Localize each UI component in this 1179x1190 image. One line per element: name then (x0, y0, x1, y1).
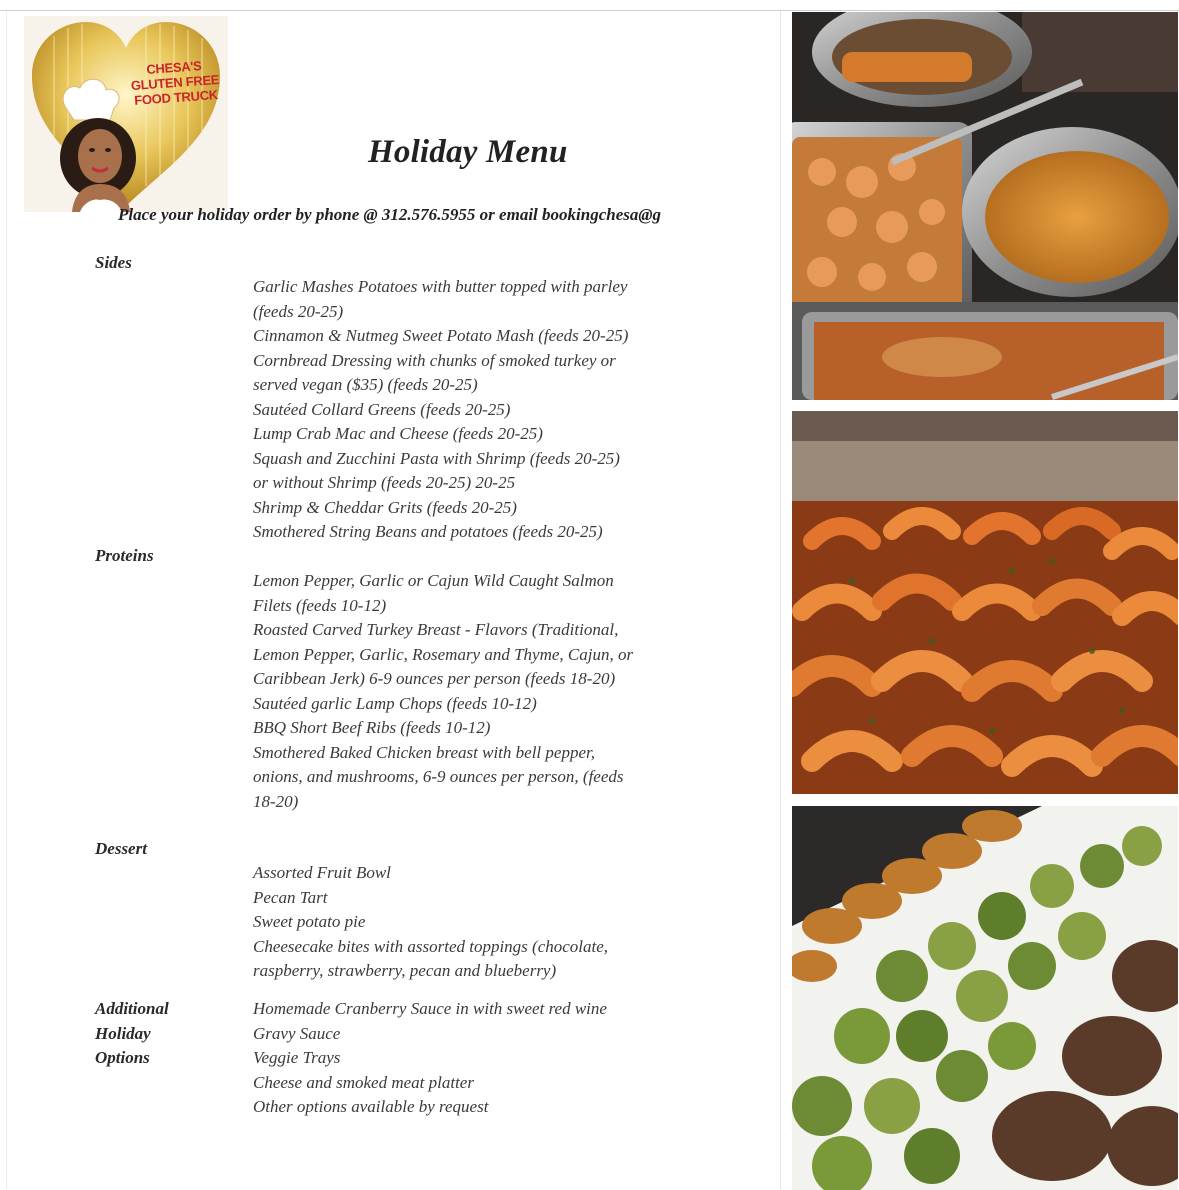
list-item: Roasted Carved Turkey Breast - Flavors (Traditional, (253, 620, 619, 639)
photo-cajun-shrimp (792, 411, 1178, 794)
label-line: Options (95, 1048, 150, 1067)
food-truck-logo (24, 16, 228, 212)
list-item: onions, and mushrooms, 6-9 ounces per person, (feeds (253, 767, 624, 786)
list-item: Garlic Mashes Potatoes with butter topped with parley (253, 277, 628, 296)
logo-text (119, 56, 228, 109)
list-item: Lemon Pepper, Garlic or Cajun Wild Caught Salmon (253, 571, 614, 590)
list-item: BBQ Short Beef Ribs (feeds 10-12) (253, 718, 491, 737)
list-item: Filets (feeds 10-12) (253, 595, 387, 615)
list-item: Sautéed garlic Lamp Chops (feeds 10-12) (253, 693, 537, 713)
list-item: or without Shrimp (feeds 20-25) 20-25 (253, 473, 516, 492)
logo-line-2: GLUTEN FREE (130, 71, 220, 94)
proteins-list (253, 569, 713, 814)
label-line: Holiday (95, 1023, 151, 1043)
section-label-dessert: Dessert (95, 839, 147, 858)
list-item: Smothered String Beans and potatoes (feeds 20-25) (253, 522, 603, 541)
list-item: Veggie Trays (253, 1048, 341, 1067)
list-item: Other options available by request (253, 1097, 489, 1116)
list-item: served vegan ($35) (feeds 20-25) (253, 375, 478, 394)
list-item: Smothered Baked Chicken breast with bell pepper, (253, 742, 595, 762)
photo-pans-of-food (792, 12, 1178, 400)
list-item: Shrimp & Cheddar Grits (feeds 20-25) (253, 497, 517, 517)
order-instructions: Place your holiday order by phone @ 312.576.5955 or email bookingchesa@g (118, 205, 661, 224)
list-item: Cheese and smoked meat platter (253, 1072, 474, 1092)
section-label-additional (95, 997, 169, 1071)
section-label-sides: Sides (95, 253, 132, 272)
list-item: raspberry, strawberry, pecan and blueberry) (253, 961, 557, 980)
list-item: Gravy Sauce (253, 1023, 341, 1043)
label-line: Additional (95, 999, 169, 1018)
list-item: (feeds 20-25) (253, 301, 344, 321)
list-item: Sweet potato pie (253, 912, 366, 931)
section-label-proteins: Proteins (95, 546, 154, 565)
list-item: 18-20) (253, 791, 299, 811)
list-item: Squash and Zucchini Pasta with Shrimp (feeds 20-25) (253, 448, 620, 468)
list-item: Lemon Pepper, Garlic, Rosemary and Thyme, Cajun, or (253, 644, 634, 664)
list-item: Pecan Tart (253, 887, 328, 907)
logo-line-3: FOOD TRUCK (133, 87, 219, 108)
list-item: Assorted Fruit Bowl (253, 863, 391, 882)
dessert-list (253, 861, 713, 984)
sides-list (253, 275, 713, 545)
list-item: Cornbread Dressing with chunks of smoked turkey or (253, 350, 616, 370)
list-item: Homemade Cranberry Sauce in with sweet red wine (253, 999, 607, 1018)
list-item: Caribbean Jerk) 6-9 ounces per person (feeds 18-20) (253, 669, 616, 688)
list-item: Sautéed Collard Greens (feeds 20-25) (253, 399, 511, 419)
heart-chef-logo-icon (24, 16, 228, 212)
menu-title: Holiday Menu (368, 134, 568, 170)
photo-brussels-sprouts-and-meat (792, 806, 1178, 1190)
list-item: Lump Crab Mac and Cheese (feeds 20-25) (253, 424, 543, 443)
list-item: Cinnamon & Nutmeg Sweet Potato Mash (feeds 20-25) (253, 326, 629, 345)
logo-line-1: CHESA'S (145, 58, 202, 77)
list-item: Cheesecake bites with assorted toppings (chocolate, (253, 936, 609, 956)
additional-list (253, 997, 713, 1120)
